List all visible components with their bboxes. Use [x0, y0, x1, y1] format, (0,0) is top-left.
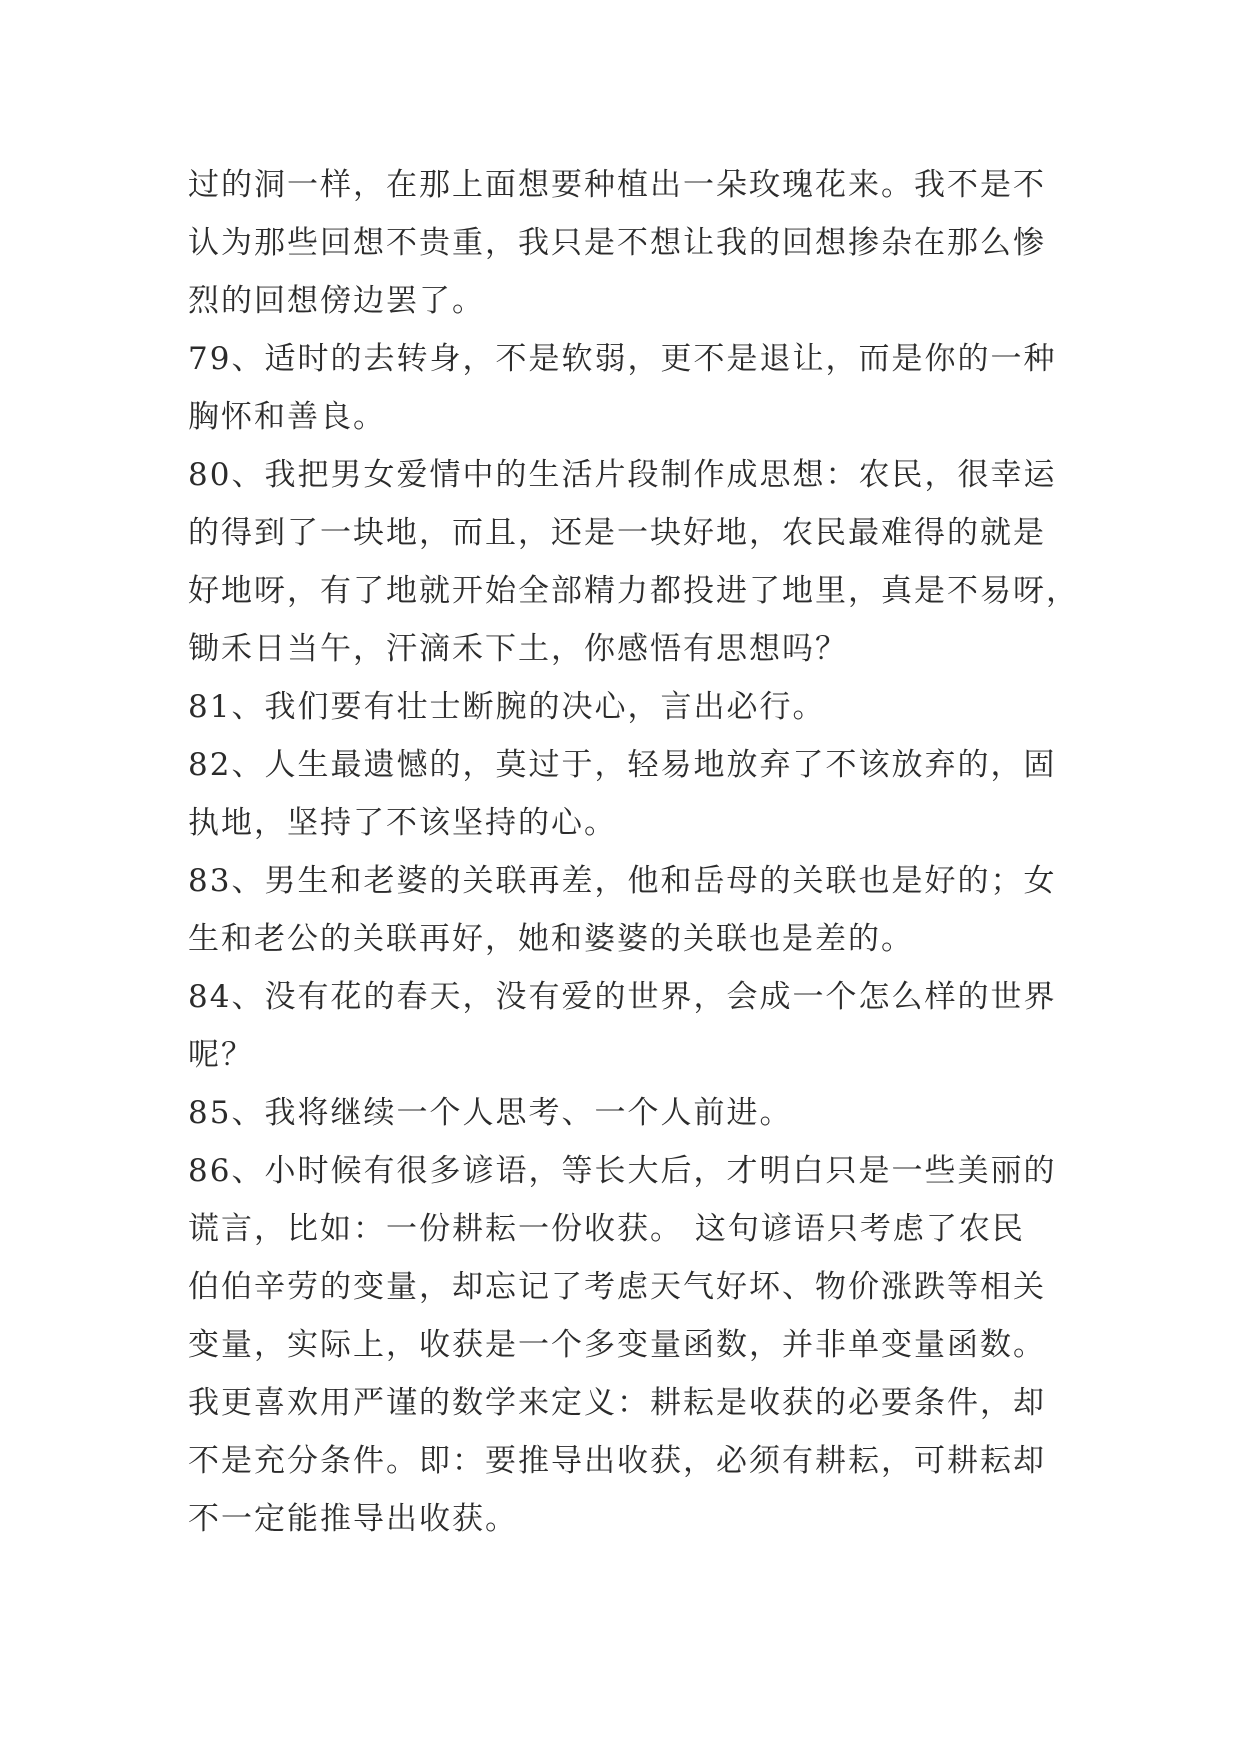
text-line: 85、我将继续一个人思考、一个人前进。: [188, 1095, 793, 1131]
document-body: [188, 156, 1079, 1548]
text-line: 好地呀，有了地就开始全部精力都投进了地里，真是不易呀，: [188, 573, 1079, 609]
text-line: 谎言，比如：一份耕耘一份收获。 这句谚语只考虑了农民: [188, 1211, 1025, 1247]
text-line: 82、人生最遗憾的，莫过于，轻易地放弃了不该放弃的，固: [188, 747, 1057, 783]
text-line: 锄禾日当午，汗滴禾下土，你感悟有思想吗？: [188, 631, 848, 667]
text-line: 83、男生和老婆的关联再差，他和岳母的关联也是好的；女: [188, 863, 1057, 899]
text-line: 不一定能推导出收获。: [188, 1501, 518, 1537]
text-line: 84、没有花的春天，没有爱的世界，会成一个怎么样的世界: [188, 979, 1057, 1015]
text-line: 我更喜欢用严谨的数学来定义：耕耘是收获的必要条件，却: [188, 1385, 1046, 1421]
text-line: 烈的回想傍边罢了。: [188, 283, 485, 319]
text-line: 伯伯辛劳的变量，却忘记了考虑天气好坏、物价涨跌等相关: [188, 1269, 1046, 1305]
text-line: 执地，坚持了不该坚持的心。: [188, 805, 617, 841]
text-line: 不是充分条件。即：要推导出收获，必须有耕耘，可耕耘却: [188, 1443, 1046, 1479]
text-line: 的得到了一块地，而且，还是一块好地，农民最难得的就是: [188, 515, 1046, 551]
text-line: 80、我把男女爱情中的生活片段制作成思想：农民，很幸运: [188, 457, 1057, 493]
text-line: 86、小时候有很多谚语，等长大后，才明白只是一些美丽的: [188, 1153, 1057, 1189]
text-line: 呢？: [188, 1037, 254, 1073]
text-line: 79、适时的去转身，不是软弱，更不是退让，而是你的一种: [188, 341, 1057, 377]
text-line: 过的洞一样，在那上面想要种植出一朵玫瑰花来。我不是不: [188, 167, 1046, 203]
text-line: 变量，实际上，收获是一个多变量函数，并非单变量函数。: [188, 1327, 1046, 1363]
text-line: 81、我们要有壮士断腕的决心，言出必行。: [188, 689, 826, 725]
text-line: 生和老公的关联再好，她和婆婆的关联也是差的。: [188, 921, 914, 957]
text-line: 认为那些回想不贵重，我只是不想让我的回想掺杂在那么惨: [188, 225, 1046, 261]
text-line: 胸怀和善良。: [188, 399, 386, 435]
